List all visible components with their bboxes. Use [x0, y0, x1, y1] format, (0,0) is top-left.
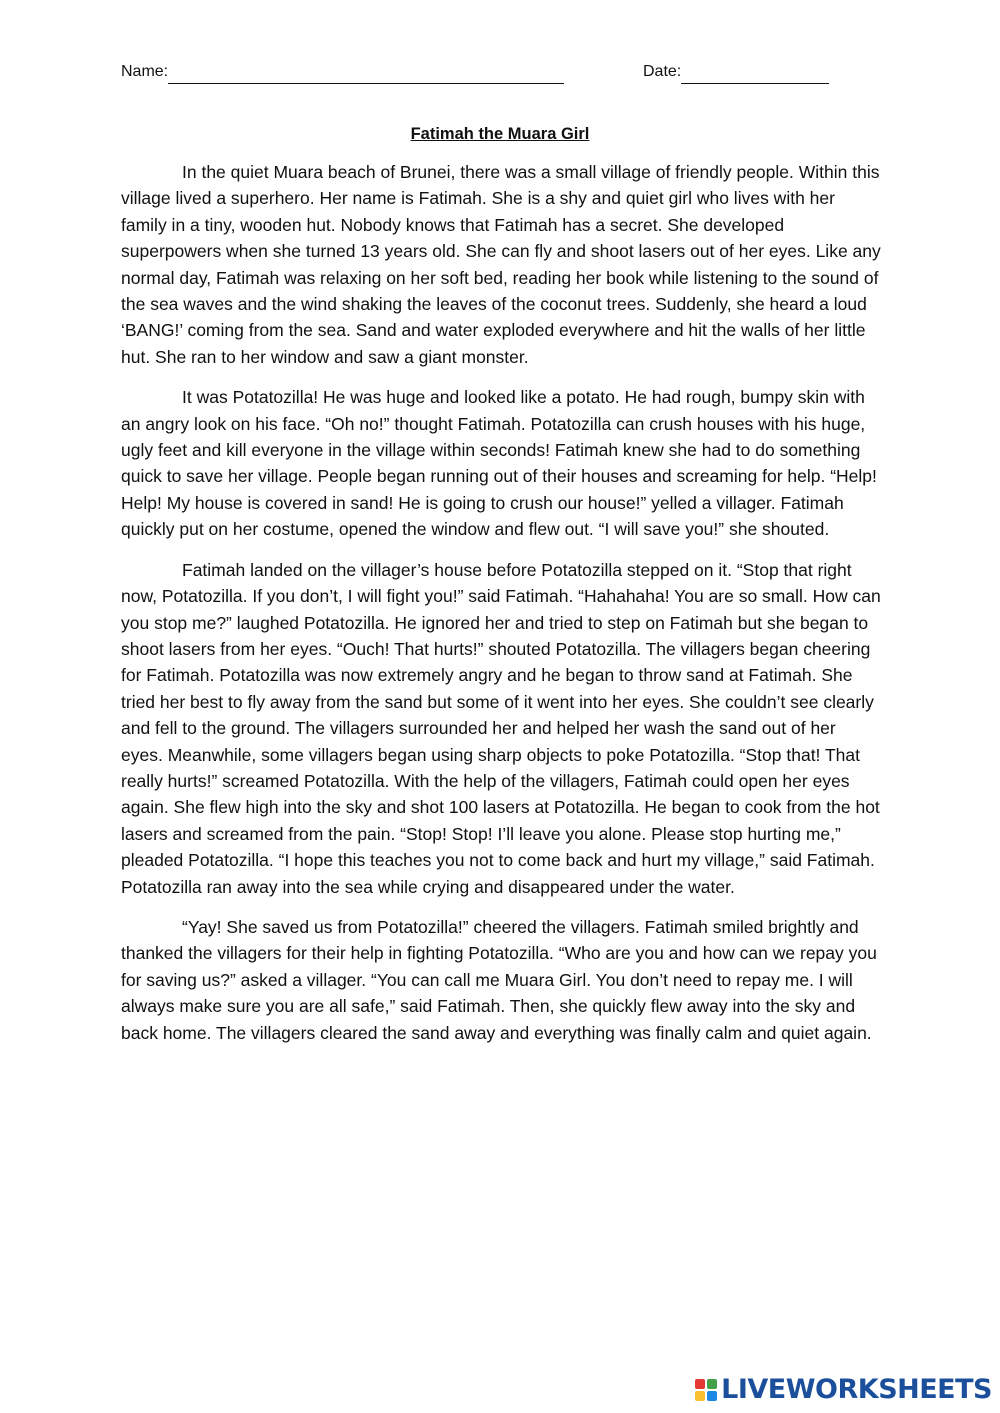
date-label: Date: — [643, 63, 682, 80]
liveworksheets-logo — [695, 1373, 992, 1407]
story-paragraph: “Yay! She saved us from Potatozilla!” cheered the villagers. Fatimah smiled brightly and thanked the villagers for their help in fighting Potatozilla. “Who are you and how can we repay you for saving us?” asked a villager. “You can call me Muara Girl. You don’t need to repay me. I will always make sure you are all safe,” said Fatimah. Then, she quickly flew away into the sky and back home. The villagers cleared the sand away and everything was finally calm and quiet again. — [121, 916, 877, 1043]
logo-mark-icon — [695, 1379, 717, 1401]
logo-mark-square — [695, 1391, 705, 1401]
name-field[interactable] — [121, 60, 564, 84]
date-blank-line[interactable] — [681, 66, 829, 84]
worksheet-header — [121, 60, 881, 84]
logo-mark-square — [707, 1391, 717, 1401]
logo-mark-square — [707, 1379, 717, 1389]
date-field[interactable] — [643, 60, 829, 84]
story-title: Fatimah the Muara Girl — [410, 125, 590, 143]
story-paragraph: Fatimah landed on the villager’s house before Potatozilla stepped on it. “Stop that right now, Potatozilla. If you don’t, I will fight you!” said Fatimah. “Hahahaha! You are so small. How can you stop me?” laughed Potatozilla. He ignored her and tried to step on Fatimah but she began to shoot lasers from her eyes. “Ouch! That hurts!” shouted Potatozilla. The villagers began cheering for Fatimah. Potatozilla was now extremely angry and he began to throw sand at Fatimah. She tried her best to fly away from the sand but some of it went into her eyes. She couldn’t see clearly and fell to the ground. The villagers surrounded her and helped her wash the sand out of her eyes. Meanwhile, some villagers began using sharp objects to poke Potatozilla. “Stop that! That really hurts!” screamed Potatozilla. With the help of the villagers, Fatimah could open her eyes again. She flew high into the sky and shot 100 lasers at Potatozilla. He began to cook from the hot lasers and screamed from the pain. “Stop! Stop! I’ll leave you alone. Please stop hurting me,” pleaded Potatozilla. “I hope this teaches you not to come back and hurt my village,” said Fatimah. Potatozilla ran away into the sea while crying and disappeared under the water. — [121, 559, 881, 897]
name-label: Name: — [121, 63, 169, 80]
story-paragraph: In the quiet Muara beach of Brunei, there was a small village of friendly people. Within this village lived a superhero. Her name is Fatimah. She is a shy and quiet girl who lives with her family in a tiny, wooden hut. Nobody knows that Fatimah has a secret. She developed superpowers when she turned 13 years old. She can fly and shoot lasers out of her eyes. Like any normal day, Fatimah was relaxing on her soft bed, reading her book while listening to the sound of the sea waves and the wind shaking the leaves of the coconut trees. Suddenly, she heard a loud ‘BANG!’ coming from the sea. Sand and water exploded everywhere and hit the walls of her little hut. She ran to her window and saw a giant monster. — [121, 162, 881, 367]
logo-text: LIVEWORKSHEETS — [721, 1374, 992, 1405]
name-blank-line[interactable] — [168, 66, 564, 84]
story-body — [121, 159, 881, 1060]
story-paragraph: It was Potatozilla! He was huge and looked like a potato. He had rough, bumpy skin with an angry look on his face. “Oh no!” thought Fatimah. Potatozilla can crush houses with his huge, ugly feet and kill everyone in the village within seconds! Fatimah knew she had to do something quick to save her village. People began running out of their houses and screaming for help. “Help! Help! My house is covered in sand! He is going to crush our house!” yelled a villager. Fatimah quickly put on her costume, opened the window and flew out. “I will save you!” she shouted. — [121, 387, 877, 540]
logo-mark-square — [695, 1379, 705, 1389]
